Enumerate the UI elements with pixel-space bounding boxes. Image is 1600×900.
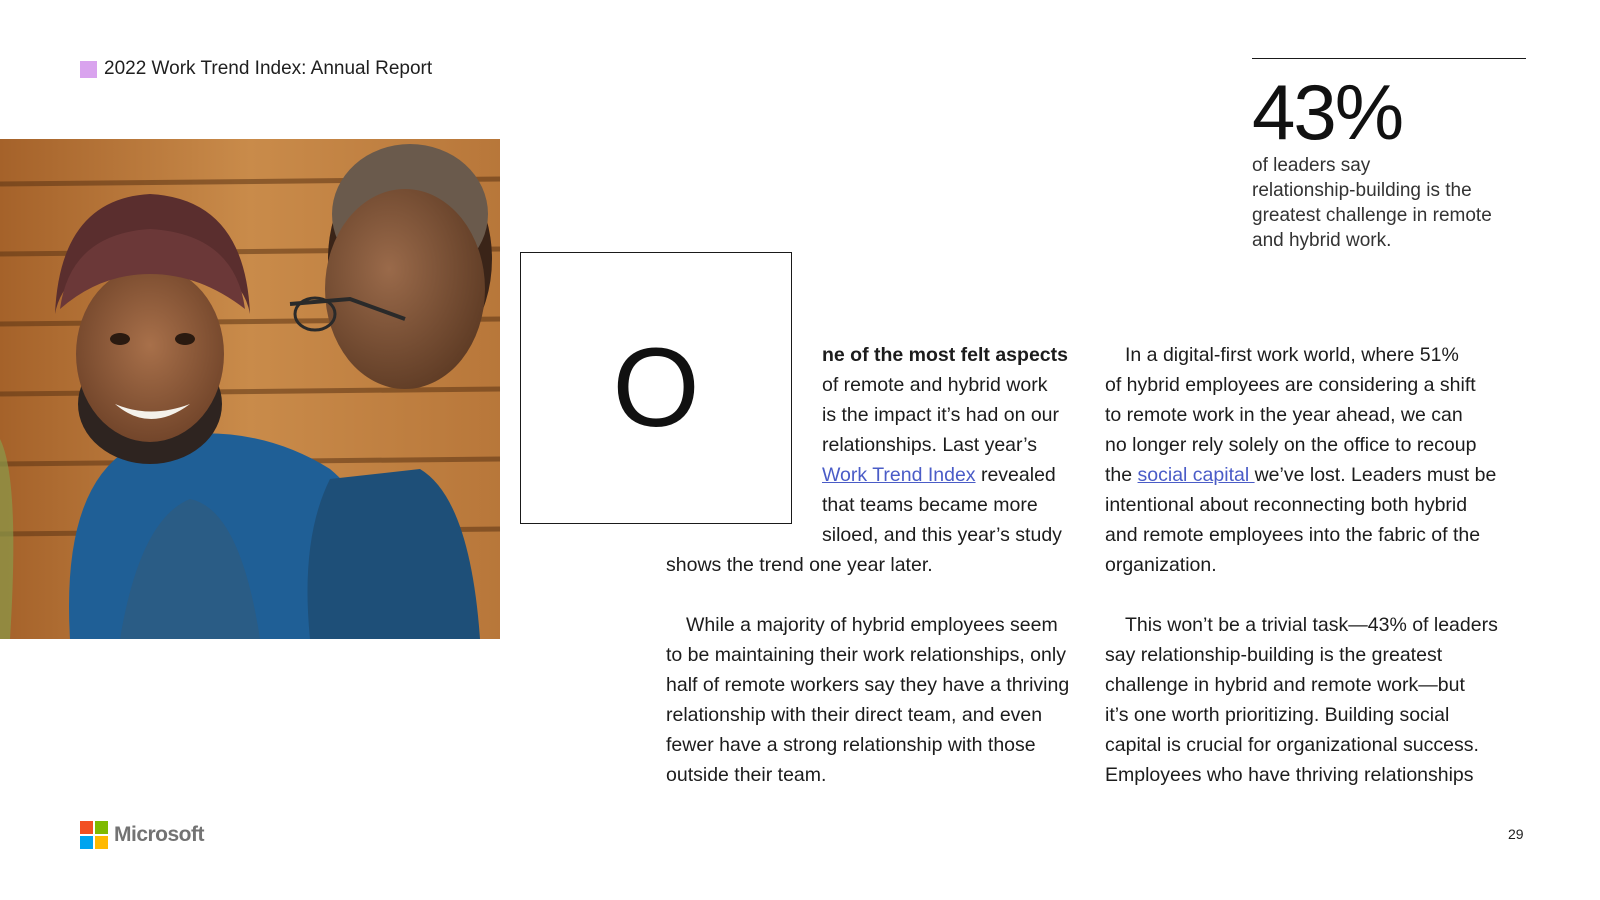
paragraph-line: In a digital-first work world, where 51% (1125, 344, 1459, 366)
paragraph-line: of remote and hybrid work (822, 374, 1048, 396)
header-accent-square (80, 61, 97, 78)
paragraph-line: to remote work in the year ahead, we can (1105, 404, 1463, 426)
paragraph-line (822, 460, 1068, 490)
report-header (80, 56, 432, 82)
paragraph-line: half of remote workers say they have a thriving (666, 674, 1070, 696)
microsoft-logo-icon (80, 821, 108, 849)
paragraph-line (1105, 460, 1496, 490)
microsoft-wordmark: Microsoft (114, 823, 204, 846)
paragraph-line: relationship with their direct team, and even (666, 704, 1043, 726)
logo-square-blue (80, 836, 93, 849)
statistic-caption (1252, 153, 1526, 253)
photo-two-colleagues-talking (0, 139, 500, 639)
paragraph-line: of hybrid employees are considering a shift (1105, 374, 1476, 396)
statistic-callout (1252, 58, 1526, 253)
social-capital-link[interactable]: social capital (1137, 464, 1255, 486)
paragraph-line: outside their team. (666, 764, 827, 786)
paragraph-line: say relationship-building is the greatest (1105, 644, 1443, 666)
paragraph-1-closing (666, 550, 933, 580)
paragraph-line: While a majority of hybrid employees seem (686, 614, 1058, 636)
drop-cap-letter: O (612, 325, 700, 450)
paragraph-line: intentional about reconnecting both hybrid (1105, 494, 1468, 516)
logo-square-red (80, 821, 93, 834)
statistic-caption-line: greatest challenge in remote (1252, 205, 1492, 226)
paragraph-line: organization. (1105, 554, 1217, 576)
paragraph-3 (1105, 340, 1496, 580)
logo-square-green (95, 821, 108, 834)
paragraph-line: fewer have a strong relationship with those (666, 734, 1036, 756)
paragraph-line: shows the trend one year later. (666, 554, 933, 576)
paragraph-4 (1105, 610, 1498, 790)
paragraph-line (822, 340, 1068, 370)
lead-in-bold: ne of the most felt aspects (822, 344, 1068, 366)
work-trend-index-link[interactable]: Work Trend Index (822, 464, 976, 486)
statistic-value: 43% (1252, 68, 1403, 156)
paragraph-2 (666, 610, 1069, 790)
photo-illustration (0, 139, 500, 639)
statistic-caption-line: of leaders say (1252, 155, 1371, 176)
paragraph-line: that teams became more (822, 494, 1038, 516)
statistic-caption-line: relationship-building is the (1252, 180, 1472, 201)
statistic-caption-line: and hybrid work. (1252, 230, 1392, 251)
paragraph-line: relationships. Last year’s (822, 434, 1037, 456)
paragraph-line: This won’t be a trivial task—43% of leaders (1125, 614, 1498, 636)
drop-cap-box (520, 252, 792, 524)
paragraph-line: no longer rely solely on the office to recoup (1105, 434, 1477, 456)
microsoft-logo (80, 821, 204, 849)
paragraph-line: Employees who have thriving relationships (1105, 764, 1474, 786)
paragraph-line: to be maintaining their work relationships, only (666, 644, 1066, 666)
link-leading-text: the (1105, 464, 1138, 486)
paragraph-line: it’s one worth prioritizing. Building social (1105, 704, 1450, 726)
paragraph-line: and remote employees into the fabric of the (1105, 524, 1481, 546)
report-title: 2022 Work Trend Index: Annual Report (104, 58, 433, 79)
link-trailing-text: revealed (975, 464, 1056, 486)
logo-square-yellow (95, 836, 108, 849)
paragraph-line: capital is crucial for organizational success. (1105, 734, 1479, 756)
link-trailing-text: we’ve lost. Leaders must be (1254, 464, 1497, 486)
paragraph-line: challenge in hybrid and remote work—but (1105, 674, 1465, 696)
paragraph-line: is the impact it’s had on our (822, 404, 1060, 426)
paragraph-line: siloed, and this year’s study (822, 524, 1062, 546)
page-number: 29 (1508, 826, 1524, 842)
paragraph-1-indented (822, 340, 1068, 550)
